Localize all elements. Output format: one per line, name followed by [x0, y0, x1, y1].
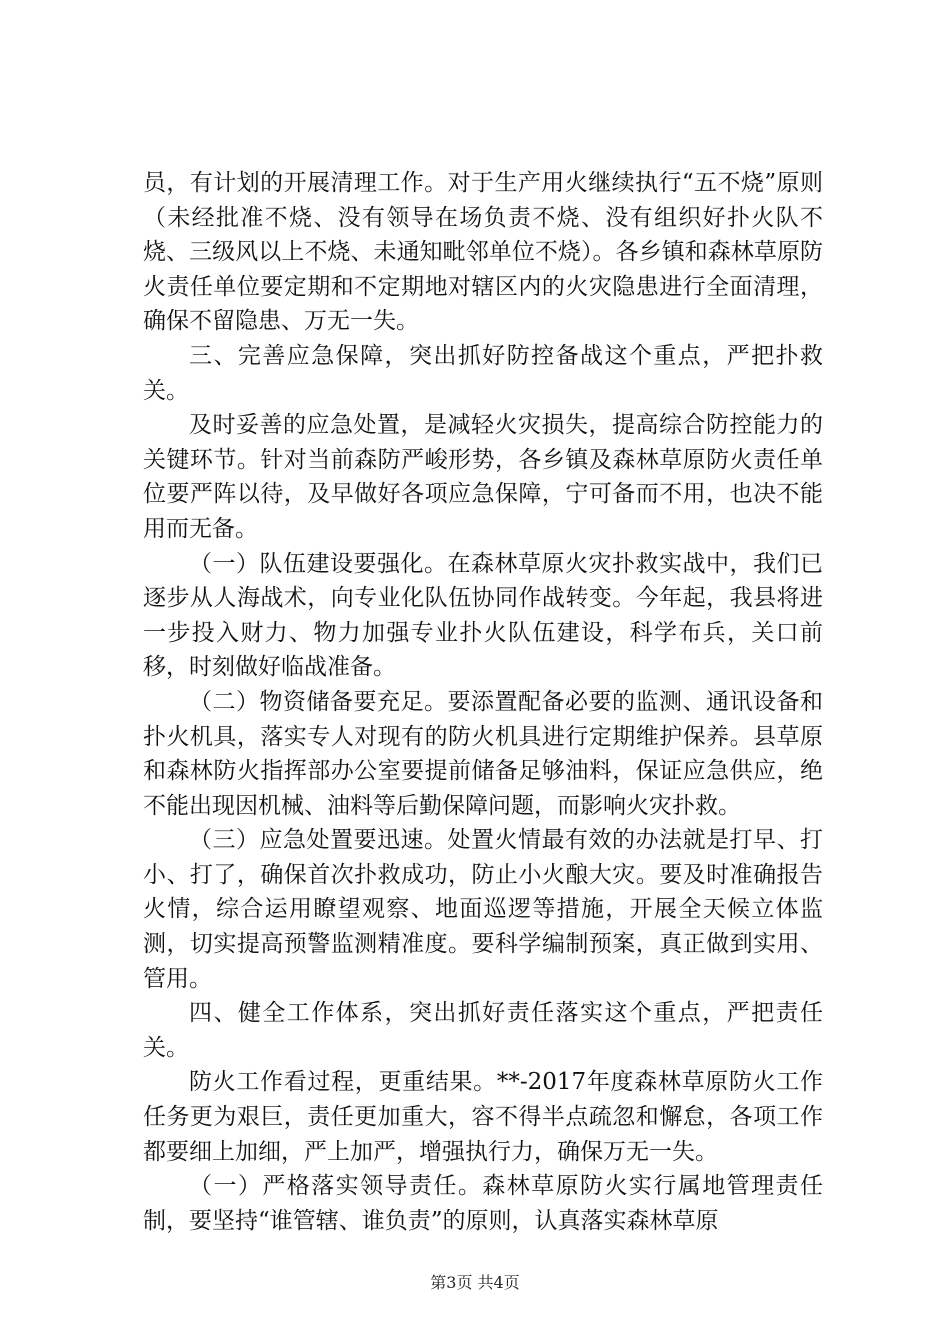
- paragraph: 防火工作看过程，更重结果。**-2017年度森林草原防火工作任务更为艰巨，责任更加重大，容不得半点疏忽和懈怠，各项工作都要细上加细，严上加严，增强执行力，确保万无一失。: [143, 1069, 823, 1165]
- document-body: [143, 166, 823, 1238]
- subsection-material-reserve: （二）物资储备要充足。要添置配备必要的监测、通讯设备和扑火机具，落实专人对现有的防火机具进行定期维护保养。县草原和森林防火指挥部办公室要提前储备足够油料，保证应急供应，绝不能出现因机械、油料等后勤保障问题，而影响火灾扑救。: [143, 688, 823, 819]
- subsection-emergency-response: （三）应急处置要迅速。处置火情最有效的办法就是打早、打小、打了，确保首次扑救成功，防止小火酿大灾。要及时准确报告火情，综合运用瞭望观察、地面巡逻等措施，开展全天候立体监测，切实提高预警监测精准度。要科学编制预案，真正做到实用、管用。: [143, 827, 823, 992]
- paragraph: 及时妥善的应急处置，是减轻火灾损失，提高综合防控能力的关键环节。针对当前森防严峻形势，各乡镇及森林草原防火责任单位要严阵以待，及早做好各项应急保障，宁可备而不用，也决不能用而无备。: [143, 412, 823, 542]
- section-heading-4: 四、健全工作体系，突出抓好责任落实这个重点，严把责任关。: [143, 1000, 823, 1061]
- subsection-team-building: （一）队伍建设要强化。在森林草原火灾扑救实战中，我们已逐步从人海战术，向专业化队伍协同作战转变。今年起，我县将进一步投入财力、物力加强专业扑火队伍建设，科学布兵，关口前移，时刻做好临战准备。: [143, 550, 823, 681]
- page-footer: 第3页 共4页: [430, 1273, 520, 1292]
- section-heading-3: 三、完善应急保障，突出抓好防控备战这个重点，严把扑救关。: [143, 342, 823, 404]
- subsection-leadership-responsibility: （一）严格落实领导责任。森林草原防火实行属地管理责任制，要坚持“谁管辖、谁负责”的原则，认真落实森林草原: [143, 1173, 823, 1234]
- paragraph-continuation: 员，有计划的开展清理工作。对于生产用火继续执行“五不烧”原则（未经批准不烧、没有领导在场负责不烧、没有组织好扑火队不烧、三级风以上不烧、未通知毗邻单位不烧）。各乡镇和森林草原防火责任单位要定期和不定期地对辖区内的火灾隐患进行全面清理，确保不留隐患、万无一失。: [143, 170, 823, 335]
